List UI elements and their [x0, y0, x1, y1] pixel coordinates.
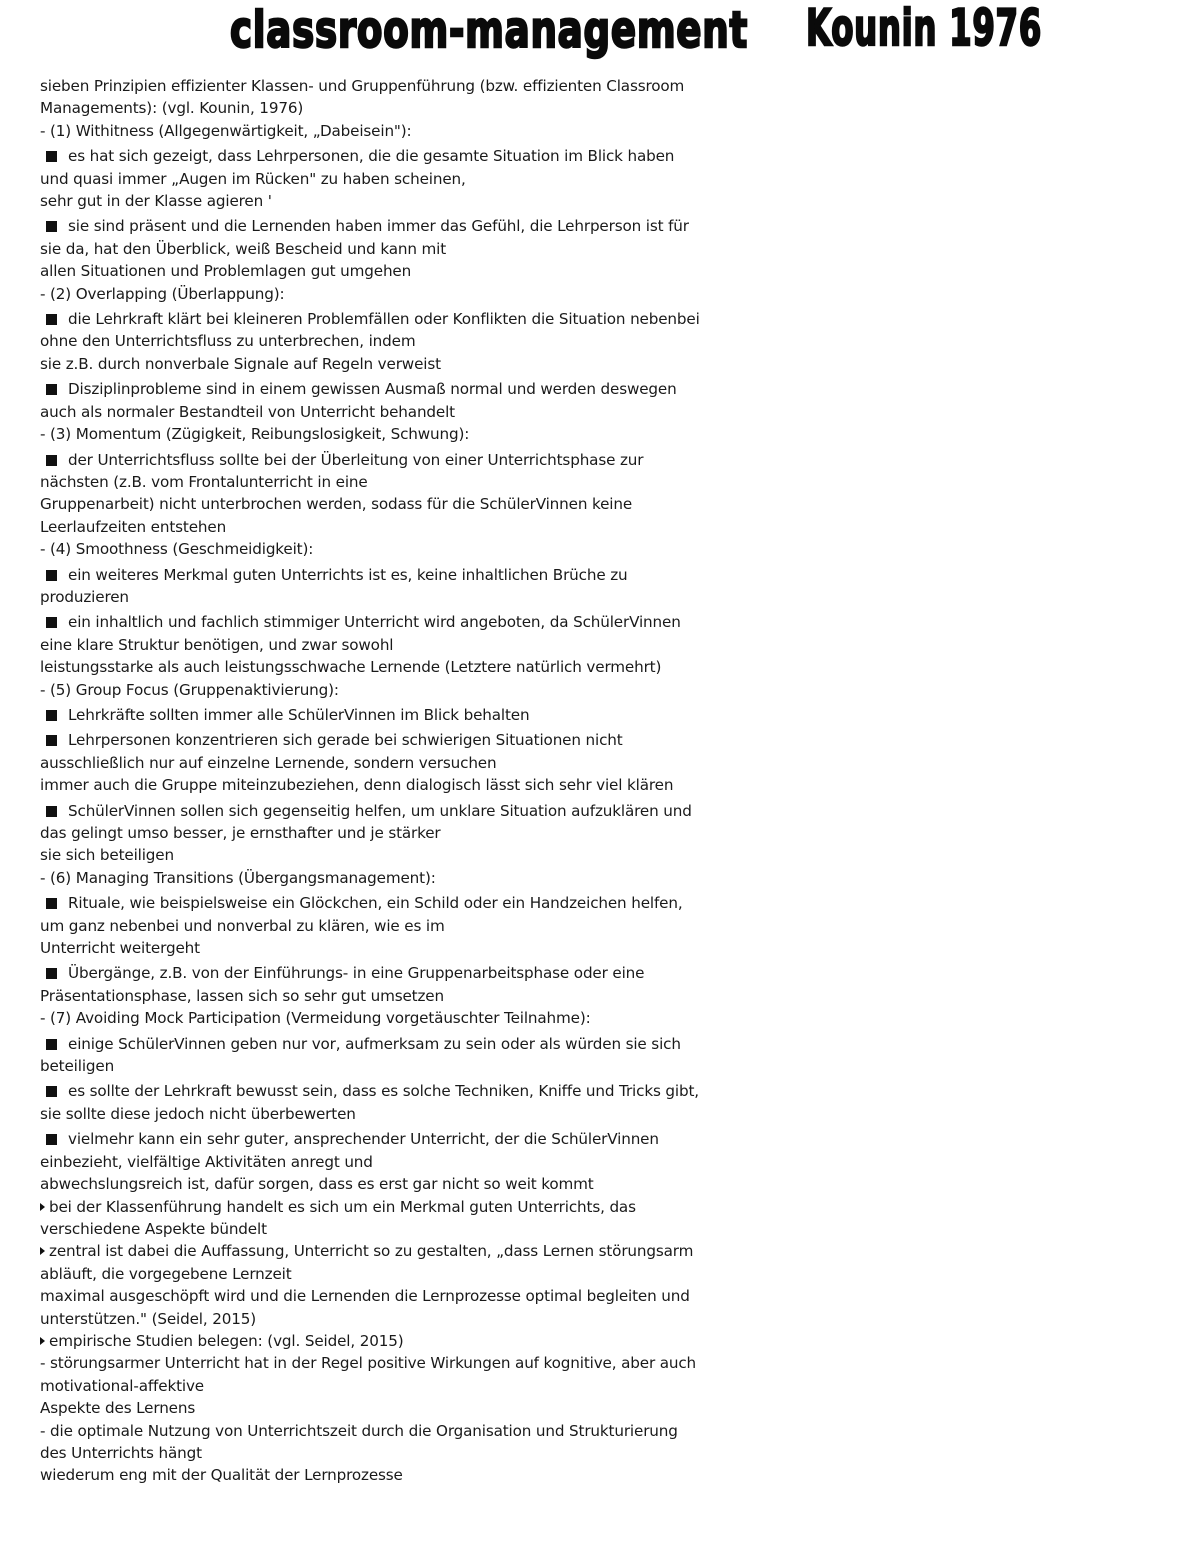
text-line — [40, 1263, 800, 1285]
line-text: - (1) Withitness (Allgegenwärtigkeit, „Dabeisein"): — [40, 121, 412, 140]
text-line — [40, 1285, 800, 1307]
line-text: - (4) Smoothness (Geschmeidigkeit): — [40, 540, 314, 559]
text-line — [40, 656, 800, 678]
text-line — [40, 1397, 800, 1419]
line-text: - (5) Group Focus (Gruppenaktivierung): — [40, 680, 339, 699]
square-bullet-icon — [46, 710, 57, 721]
line-text: - (6) Managing Transitions (Übergangsmanagement): — [40, 868, 436, 887]
line-text: und quasi immer „Augen im Rücken" zu haben scheinen, — [40, 169, 466, 188]
text-line — [40, 867, 800, 889]
line-text: das gelingt umso besser, je ernsthafter und je stärker — [40, 824, 441, 842]
text-line — [40, 752, 800, 774]
text-line — [40, 774, 800, 796]
text-line — [40, 1308, 800, 1330]
line-text: sie z.B. durch nonverbale Signale auf Regeln verweist — [40, 354, 441, 373]
line-text: Leerlaufzeiten entstehen — [40, 517, 227, 536]
line-text: zentral ist dabei die Auffassung, Unterricht so zu gestalten, „dass Lernen störungsarm — [49, 1242, 694, 1261]
text-line — [40, 190, 800, 212]
line-text: immer auch die Gruppe miteinzubeziehen, denn dialogisch lässt sich sehr viel klären — [40, 776, 674, 795]
line-text: motivational-affektive — [40, 1376, 204, 1395]
notes-body — [40, 75, 800, 1487]
line-text: sie sind präsent und die Lernenden haben immer das Gefühl, die Lehrperson ist für — [68, 217, 689, 236]
line-text: Lehrkräfte sollten immer alle SchülerVinnen im Blick behalten — [68, 705, 530, 724]
line-text: Managements): (vgl. Kounin, 1976) — [40, 99, 304, 118]
line-text: - (2) Overlapping (Überlappung): — [40, 284, 285, 303]
square-bullet-icon — [46, 314, 57, 325]
text-line — [40, 120, 800, 142]
arrow-bullet-icon — [40, 1203, 45, 1211]
text-line — [40, 822, 800, 844]
line-text: ein weiteres Merkmal guten Unterrichts ist es, keine inhaltlichen Brüche zu — [68, 565, 628, 584]
line-text: vielmehr kann ein sehr guter, ansprechender Unterricht, der die SchülerVinnen — [68, 1130, 659, 1149]
line-text: wiederum eng mit der Qualität der Lernprozesse — [40, 1466, 403, 1485]
arrow-bullet-icon — [40, 1337, 45, 1345]
arrow-line — [40, 1196, 800, 1218]
text-line — [40, 1055, 800, 1077]
line-text: verschiedene Aspekte bündelt — [40, 1219, 267, 1238]
line-text: auch als normaler Bestandteil von Unterricht behandelt — [40, 402, 455, 421]
bullet-line — [40, 449, 800, 471]
text-line — [40, 238, 800, 260]
text-line — [40, 634, 800, 656]
bullet-line — [40, 308, 800, 330]
line-text: abwechslungsreich ist, dafür sorgen, dass es erst gar nicht so weit kommt — [40, 1175, 594, 1194]
text-line — [40, 516, 800, 538]
line-text: maximal ausgeschöpft wird und die Lernenden die Lernprozesse optimal begleiten und — [40, 1287, 690, 1306]
line-text: SchülerVinnen sollen sich gegenseitig helfen, um unklare Situation aufzuklären und — [68, 801, 692, 820]
line-text: es hat sich gezeigt, dass Lehrpersonen, die die gesamte Situation im Blick haben — [68, 147, 675, 166]
text-line — [40, 538, 800, 560]
text-line — [40, 283, 800, 305]
text-line — [40, 423, 800, 445]
square-bullet-icon — [46, 735, 57, 746]
line-text: Übergänge, z.B. von der Einführungs- in eine Gruppenarbeitsphase oder eine — [68, 964, 645, 983]
line-text: eine klare Struktur benötigen, und zwar sowohl — [40, 635, 394, 654]
line-text: allen Situationen und Problemlagen gut umgehen — [40, 262, 412, 281]
line-text: - (7) Avoiding Mock Participation (Vermeidung vorgetäuschter Teilnahme): — [40, 1009, 591, 1028]
square-bullet-icon — [46, 968, 57, 979]
line-text: empirische Studien belegen: (vgl. Seidel, 2015) — [49, 1331, 404, 1350]
line-text: ausschließlich nur auf einzelne Lernende, sondern versuchen — [40, 753, 497, 772]
bullet-line — [40, 1080, 800, 1102]
text-line — [40, 97, 800, 119]
square-bullet-icon — [46, 617, 57, 628]
square-bullet-icon — [46, 806, 57, 817]
line-text: einbezieht, vielfältige Aktivitäten anregt und — [40, 1152, 373, 1171]
text-line — [40, 1151, 800, 1173]
text-line — [40, 1464, 800, 1486]
line-text: sie sollte diese jedoch nicht überbewerten — [40, 1104, 356, 1123]
line-text: nächsten (z.B. vom Frontalunterricht in eine — [40, 472, 368, 491]
line-text: der Unterrichtsfluss sollte bei der Überleitung von einer Unterrichtsphase zur — [68, 450, 644, 469]
bullet-line — [40, 378, 800, 400]
text-line — [40, 493, 800, 515]
line-text: bei der Klassenführung handelt es sich um ein Merkmal guten Unterrichts, das — [49, 1197, 636, 1216]
text-line — [40, 915, 800, 937]
line-text: Unterricht weitergeht — [40, 939, 200, 958]
text-line — [40, 1352, 800, 1374]
square-bullet-icon — [46, 151, 57, 162]
line-text: - störungsarmer Unterricht hat in der Regel positive Wirkungen auf kognitive, aber auch — [40, 1354, 697, 1373]
line-text: Rituale, wie beispielsweise ein Glöckchen, ein Schild oder ein Handzeichen helfen, — [68, 894, 683, 913]
bullet-line — [40, 564, 800, 586]
line-text: es sollte der Lehrkraft bewusst sein, dass es solche Techniken, Kniffe und Tricks gibt, — [68, 1082, 699, 1101]
square-bullet-icon — [46, 221, 57, 232]
line-text: beteiligen — [40, 1057, 115, 1076]
arrow-line — [40, 1240, 800, 1262]
text-line — [40, 1375, 800, 1397]
title-right: Kounin 1976 — [806, 0, 1042, 57]
line-text: produzieren — [40, 587, 129, 606]
line-text: - (3) Momentum (Zügigkeit, Reibungslosigkeit, Schwung): — [40, 425, 470, 444]
text-line — [40, 401, 800, 423]
text-line — [40, 75, 800, 97]
bullet-line — [40, 1128, 800, 1150]
line-text: Aspekte des Lernens — [40, 1399, 196, 1418]
title-svg — [226, 0, 1056, 62]
line-text: sie sich beteiligen — [40, 846, 174, 865]
text-line — [40, 1218, 800, 1240]
line-text: sehr gut in der Klasse agieren ' — [40, 192, 272, 211]
text-line — [40, 260, 800, 282]
text-line — [40, 471, 800, 493]
text-line — [40, 844, 800, 866]
bullet-line — [40, 1033, 800, 1055]
line-text: um ganz nebenbei und nonverbal zu klären, wie es im — [40, 916, 445, 935]
square-bullet-icon — [46, 384, 57, 395]
square-bullet-icon — [46, 1039, 57, 1050]
bullet-line — [40, 892, 800, 914]
square-bullet-icon — [46, 1086, 57, 1097]
line-text: unterstützen." (Seidel, 2015) — [40, 1309, 257, 1328]
line-text: die Lehrkraft klärt bei kleineren Problemfällen oder Konflikten die Situation nebenbei — [68, 310, 700, 329]
square-bullet-icon — [46, 1134, 57, 1145]
square-bullet-icon — [46, 898, 57, 909]
text-line — [40, 679, 800, 701]
line-text: abläuft, die vorgegebene Lernzeit — [40, 1264, 292, 1283]
line-text: leistungsstarke als auch leistungsschwache Lernende (Letztere natürlich vermehrt) — [40, 658, 662, 677]
handwritten-title — [226, 0, 1056, 62]
line-text: Disziplinprobleme sind in einem gewissen Ausmaß normal und werden deswegen — [68, 380, 677, 399]
text-line — [40, 1442, 800, 1464]
text-line — [40, 985, 800, 1007]
line-text: ohne den Unterrichtsfluss zu unterbrechen, indem — [40, 332, 416, 351]
line-text: - die optimale Nutzung von Unterrichtszeit durch die Organisation und Strukturierung — [40, 1421, 678, 1440]
arrow-line — [40, 1330, 800, 1352]
text-line — [40, 353, 800, 375]
bullet-line — [40, 962, 800, 984]
square-bullet-icon — [46, 570, 57, 581]
text-line — [40, 937, 800, 959]
bullet-line — [40, 145, 800, 167]
line-text: sie da, hat den Überblick, weiß Bescheid und kann mit — [40, 239, 446, 258]
line-text: einige SchülerVinnen geben nur vor, aufmerksam zu sein oder als würden sie sich — [68, 1034, 681, 1053]
text-line — [40, 1173, 800, 1195]
line-text: sieben Prinzipien effizienter Klassen- und Gruppenführung (bzw. effizienten Classroom — [40, 77, 685, 95]
line-text: Gruppenarbeit) nicht unterbrochen werden, sodass für die SchülerVinnen keine — [40, 495, 633, 514]
text-line — [40, 1420, 800, 1442]
text-line — [40, 1007, 800, 1029]
text-line — [40, 168, 800, 190]
bullet-line — [40, 800, 800, 822]
bullet-line — [40, 704, 800, 726]
bullet-line — [40, 215, 800, 237]
square-bullet-icon — [46, 455, 57, 466]
line-text: ein inhaltlich und fachlich stimmiger Unterricht wird angeboten, da SchülerVinnen — [68, 613, 681, 632]
line-text: Präsentationsphase, lassen sich so sehr gut umsetzen — [40, 986, 444, 1005]
line-text: des Unterrichts hängt — [40, 1443, 202, 1462]
line-text: Lehrpersonen konzentrieren sich gerade bei schwierigen Situationen nicht — [68, 731, 623, 750]
title-left: classroom-management — [230, 1, 748, 59]
text-line — [40, 586, 800, 608]
bullet-line — [40, 729, 800, 751]
bullet-line — [40, 611, 800, 633]
text-line — [40, 330, 800, 352]
text-line — [40, 1103, 800, 1125]
arrow-bullet-icon — [40, 1247, 45, 1255]
